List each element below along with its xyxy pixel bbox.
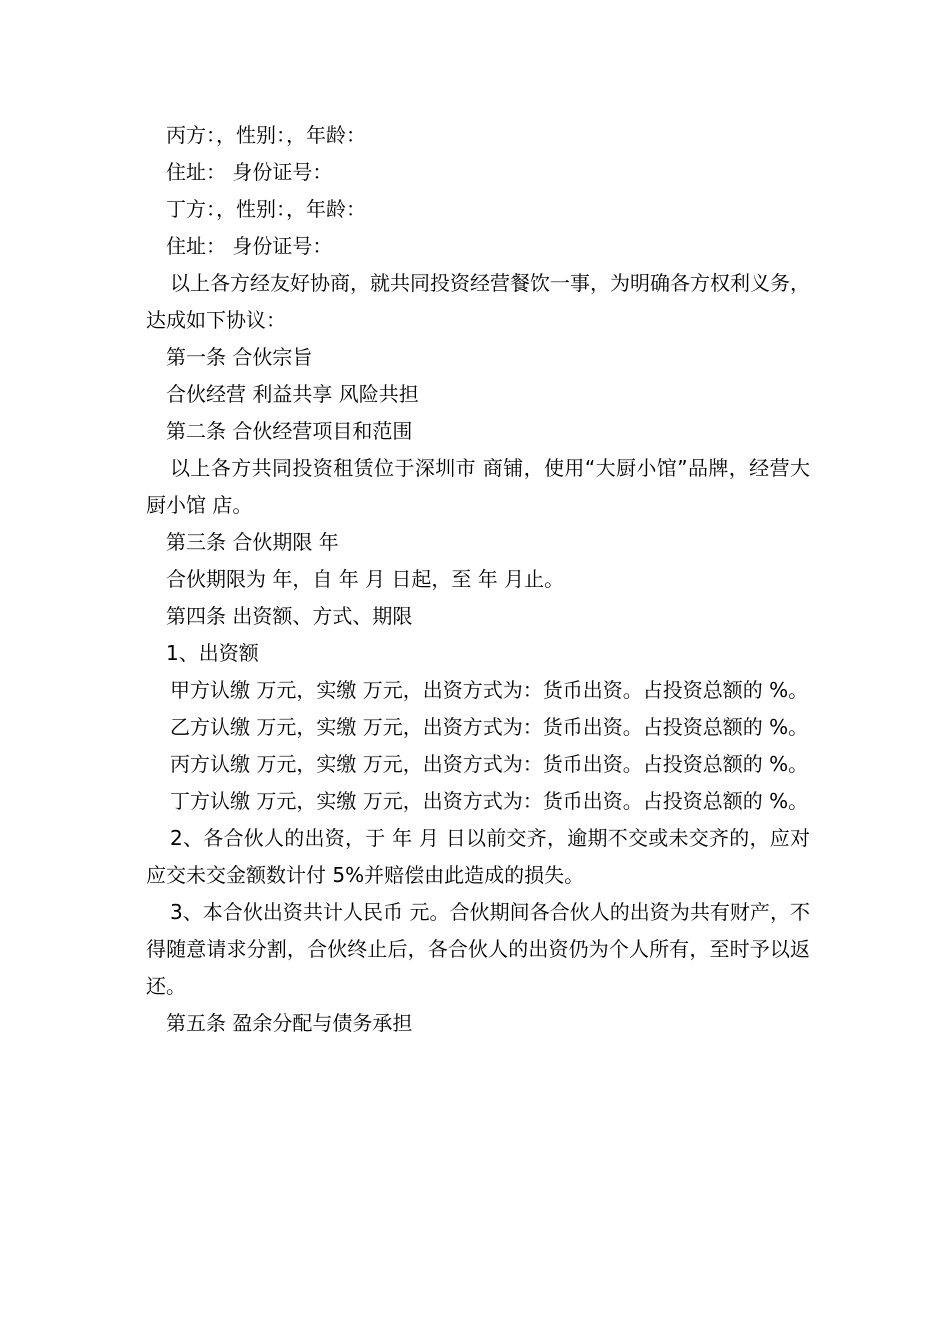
party-d-contribution: 丁方认缴 万元，实缴 万元，出资方式为：货币出资。占投资总额的 %。 [170,789,809,813]
party-a-contribution: 甲方认缴 万元，实缴 万元，出资方式为：货币出资。占投资总额的 %。 [170,678,809,702]
party-c-info: 丙方：，性别：，年龄： [166,123,366,147]
article-3-heading: 第三条 合伙期限 年 [166,530,339,554]
party-d-address: 住址： 身份证号： [166,234,333,258]
article-2-body: 以上各方共同投资租赁位于深圳市 商铺，使用“大厨小馆”品牌，经营大厨小馆 店。 [146,456,810,517]
article-4-item-2: 2、各合伙人的出资，于 年 月 日以前交齐，逾期不交或未交齐的，应对应交未交金额数计付 5%并赔偿由此造成的损失。 [146,826,810,887]
article-1-body: 合伙经营 利益共享 风险共担 [166,382,419,406]
party-b-contribution: 乙方认缴 万元，实缴 万元，出资方式为：货币出资。占投资总额的 %。 [170,715,809,739]
preamble-paragraph: 以上各方经友好协商，就共同投资经营餐饮一事，为明确各方权利义务，达成如下协议： [146,271,810,332]
article-1-heading: 第一条 合伙宗旨 [166,345,313,369]
party-c-contribution: 丙方认缴 万元，实缴 万元，出资方式为：货币出资。占投资总额的 %。 [170,752,809,776]
article-5-heading: 第五条 盈余分配与债务承担 [166,1011,413,1035]
article-3-body: 合伙期限为 年，自 年 月 日起，至 年 月止。 [166,567,565,591]
article-4-item-3: 3、本合伙出资共计人民币 元。合伙期间各合伙人的出资为共有财产，不得随意请求分割，合伙终止后，各合伙人的出资仍为个人所有，至时予以返还。 [146,900,810,998]
party-c-address: 住址： 身份证号： [166,160,333,184]
party-d-info: 丁方：，性别：，年龄： [166,197,366,221]
article-4-item-1-heading: 1、出资额 [166,641,259,665]
article-2-heading: 第二条 合伙经营项目和范围 [166,419,413,443]
article-4-heading: 第四条 出资额、方式、期限 [166,604,413,628]
